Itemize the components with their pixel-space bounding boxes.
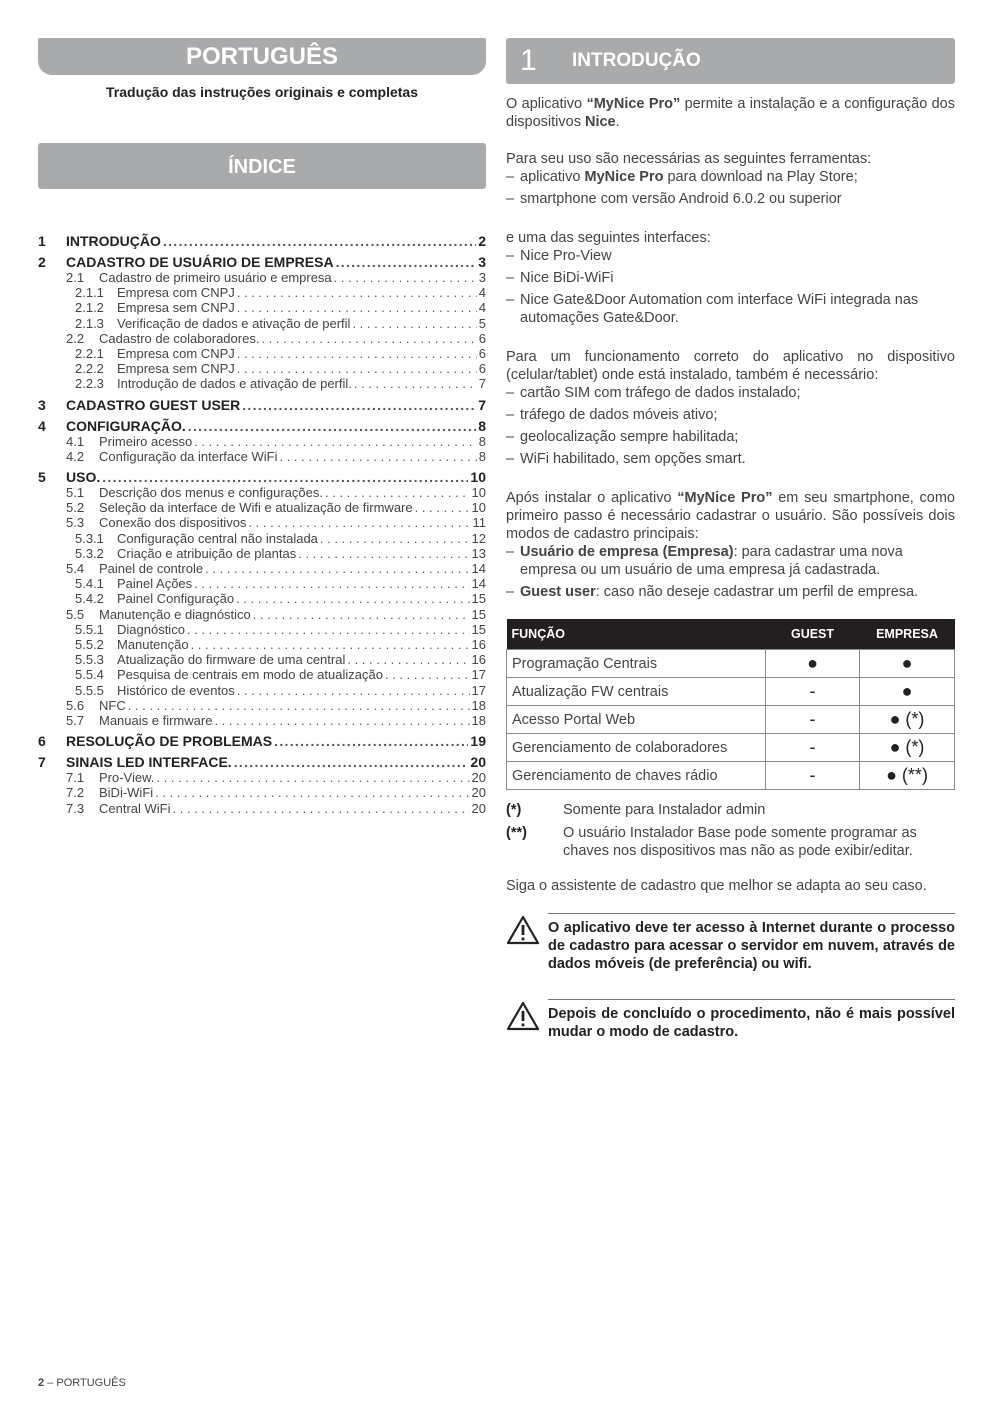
toc-entry: 6 RESOLUÇÃO DE PROBLEMAS ..... 19 (38, 733, 486, 749)
toc-entry: 4.1 Primeiro acesso . . . 8 (38, 434, 486, 449)
toc-entry: 5.3 Conexão dos dispositivos . . . 11 (38, 515, 486, 530)
section-title: INTRODUÇÃO (572, 50, 701, 71)
toc-entry: 5.6 NFC . . . 18 (38, 698, 486, 713)
table-row: Gerenciamento de chaves rádio - ● (**) (507, 762, 955, 790)
closing-paragraph: Siga o assistente de cadastro que melhor se adapta ao seu caso. (506, 878, 927, 894)
toc-entry: 5.5.1 Diagnóstico . . . 15 (38, 622, 486, 637)
toc-entry: 5.5.5 Histórico de eventos . . . 17 (38, 683, 486, 698)
warning-text: Depois de concluído o procedimento, não é mais possível mudar o modo de cadastro. (548, 1006, 955, 1040)
warning-triangle-icon (506, 999, 548, 1041)
requirements-intro: Para um funcionamento correto do aplicativo no dispositivo (celular/tablet) onde está instalado, também é necessário: (506, 349, 955, 383)
page-footer: 2 – PORTUGUÊS (38, 1377, 126, 1389)
toc-entry: 2.1.2 Empresa sem CNPJ . . . 4 (38, 300, 486, 315)
list-item: – Guest user: caso não deseje cadastrar um perfil de empresa. (506, 584, 919, 600)
toc-entry: 2.2.3 Introdução de dados e ativação de perfil. . . . 7 (38, 376, 486, 391)
list-item: – cartão SIM com tráfego de dados instalado; (506, 385, 801, 401)
toc-entry: 2.2.1 Empresa com CNPJ . . . 6 (38, 346, 486, 361)
tools-intro: Para seu uso são necessárias as seguintes ferramentas: (506, 151, 872, 167)
list-item: – Nice BiDi-WiFi (506, 270, 614, 286)
list-item: – aplicativo MyNice Pro para download na Play Store; (506, 169, 858, 185)
toc-entry: 1 INTRODUÇÃO ..... 2 (38, 233, 486, 249)
toc-entry: 7 SINAIS LED INTERFACE. ..... 20 (38, 754, 486, 770)
toc-entry: 5.3.2 Criação e atribuição de plantas . . . 13 (38, 546, 486, 561)
toc-entry: 2 CADASTRO DE USUÁRIO DE EMPRESA ..... 3 (38, 254, 486, 270)
toc-entry: 5.1 Descrição dos menus e configurações. . . . 10 (38, 485, 486, 500)
footnote: (*) Somente para Instalador admin (506, 802, 766, 818)
toc-entry: 3 CADASTRO GUEST USER ..... 7 (38, 397, 486, 413)
table-row: Acesso Portal Web - ● (*) (507, 706, 955, 734)
warning-note (506, 913, 955, 973)
toc-entry: 5.2 Seleção da interface de Wifi e atualização de firmware . . . 10 (38, 500, 486, 515)
list-item: – tráfego de dados móveis ativo; (506, 407, 718, 423)
toc-entry: 5.4 Painel de controle . . . 14 (38, 561, 486, 576)
list-item: – smartphone com versão Android 6.0.2 ou superior (506, 191, 842, 207)
toc-entry: 4.2 Configuração da interface WiFi . . . 8 (38, 449, 486, 464)
table-header: GUEST (766, 619, 860, 650)
table-row: Gerenciamento de colaboradores - ● (*) (507, 734, 955, 762)
toc-entry: 5.5 Manutenção e diagnóstico . . . 15 (38, 607, 486, 622)
toc-entry: 4 CONFIGURAÇÃO. ..... 8 (38, 418, 486, 434)
list-item: – WiFi habilitado, sem opções smart. (506, 451, 746, 467)
list-item: – Nice Gate&Door Automation com interface WiFi integrada nas automações Gate&Door. (506, 292, 919, 326)
index-title: ÍNDICE (38, 143, 486, 189)
footnote: (**) O usuário Instalador Base pode somente programar as chaves nos dispositivos mas não as pode exibir/editar. (506, 825, 917, 859)
list-item: – Nice Pro-View (506, 248, 612, 264)
interfaces-intro: e uma das seguintes interfaces: (506, 230, 711, 246)
table-row: Programação Centrais ● ● (507, 650, 955, 678)
toc-entry: 5.7 Manuais e firmware . . . 18 (38, 713, 486, 728)
toc-entry: 2.2.2 Empresa sem CNPJ . . . 6 (38, 361, 486, 376)
toc-entry: 2.2 Cadastro de colaboradores. . . . 6 (38, 331, 486, 346)
toc-entry: 2.1 Cadastro de primeiro usuário e empresa . . . 3 (38, 270, 486, 285)
table-header: FUNÇÃO (507, 619, 766, 650)
table-header: EMPRESA (860, 619, 955, 650)
toc-entry: 7.3 Central WiFi . . . 20 (38, 801, 486, 816)
toc-entry: 5.4.1 Painel Ações . . . 14 (38, 576, 486, 591)
section-header (506, 38, 955, 84)
function-table (506, 619, 955, 790)
warning-note (506, 999, 955, 1041)
toc-entry: 2.1.1 Empresa com CNPJ . . . 4 (38, 285, 486, 300)
table-row: Atualização FW centrais - ● (507, 678, 955, 706)
toc-entry: 2.1.3 Verificação de dados e ativação de perfil . . . 5 (38, 316, 486, 331)
left-column (38, 38, 486, 816)
warning-text: O aplicativo deve ter acesso à Internet durante o processo de cadastro para acessar o servidor em nuvem, através de dados móveis (de preferência) ou wifi. (548, 920, 955, 972)
table-of-contents (38, 233, 486, 816)
section-number: 1 (520, 44, 537, 77)
list-item: – Usuário de empresa (Empresa): para cadastrar uma nova empresa ou um usuário de uma empresa já cadastrada. (506, 544, 903, 578)
toc-entry: 7.1 Pro-View. . . . 20 (38, 770, 486, 785)
registration-intro: Após instalar o aplicativo “MyNice Pro” em seu smartphone, como primeiro passo é necessário cadastrar o usuário. São possíveis dois modos de cadastro principais: (506, 490, 955, 542)
toc-entry: 5.5.3 Atualização do firmware de uma central . . . 16 (38, 652, 486, 667)
toc-entry: 5.4.2 Painel Configuração . . . 15 (38, 591, 486, 606)
warning-triangle-icon (506, 913, 548, 973)
right-column (506, 38, 955, 1041)
toc-entry: 7.2 BiDi-WiFi . . . 20 (38, 785, 486, 800)
toc-entry: 5.5.4 Pesquisa de centrais em modo de atualização . . . 17 (38, 667, 486, 682)
list-item: – geolocalização sempre habilitada; (506, 429, 739, 445)
toc-entry: 5.5.2 Manutenção . . . 16 (38, 637, 486, 652)
language-title: PORTUGUÊS (38, 38, 486, 75)
document-subtitle: Tradução das instruções originais e completas (106, 84, 418, 100)
toc-entry: 5 USO. ..... 10 (38, 469, 486, 485)
intro-paragraph: O aplicativo “MyNice Pro” permite a instalação e a configuração dos dispositivos Nice. (506, 96, 955, 130)
toc-entry: 5.3.1 Configuração central não instalada . . . 12 (38, 531, 486, 546)
